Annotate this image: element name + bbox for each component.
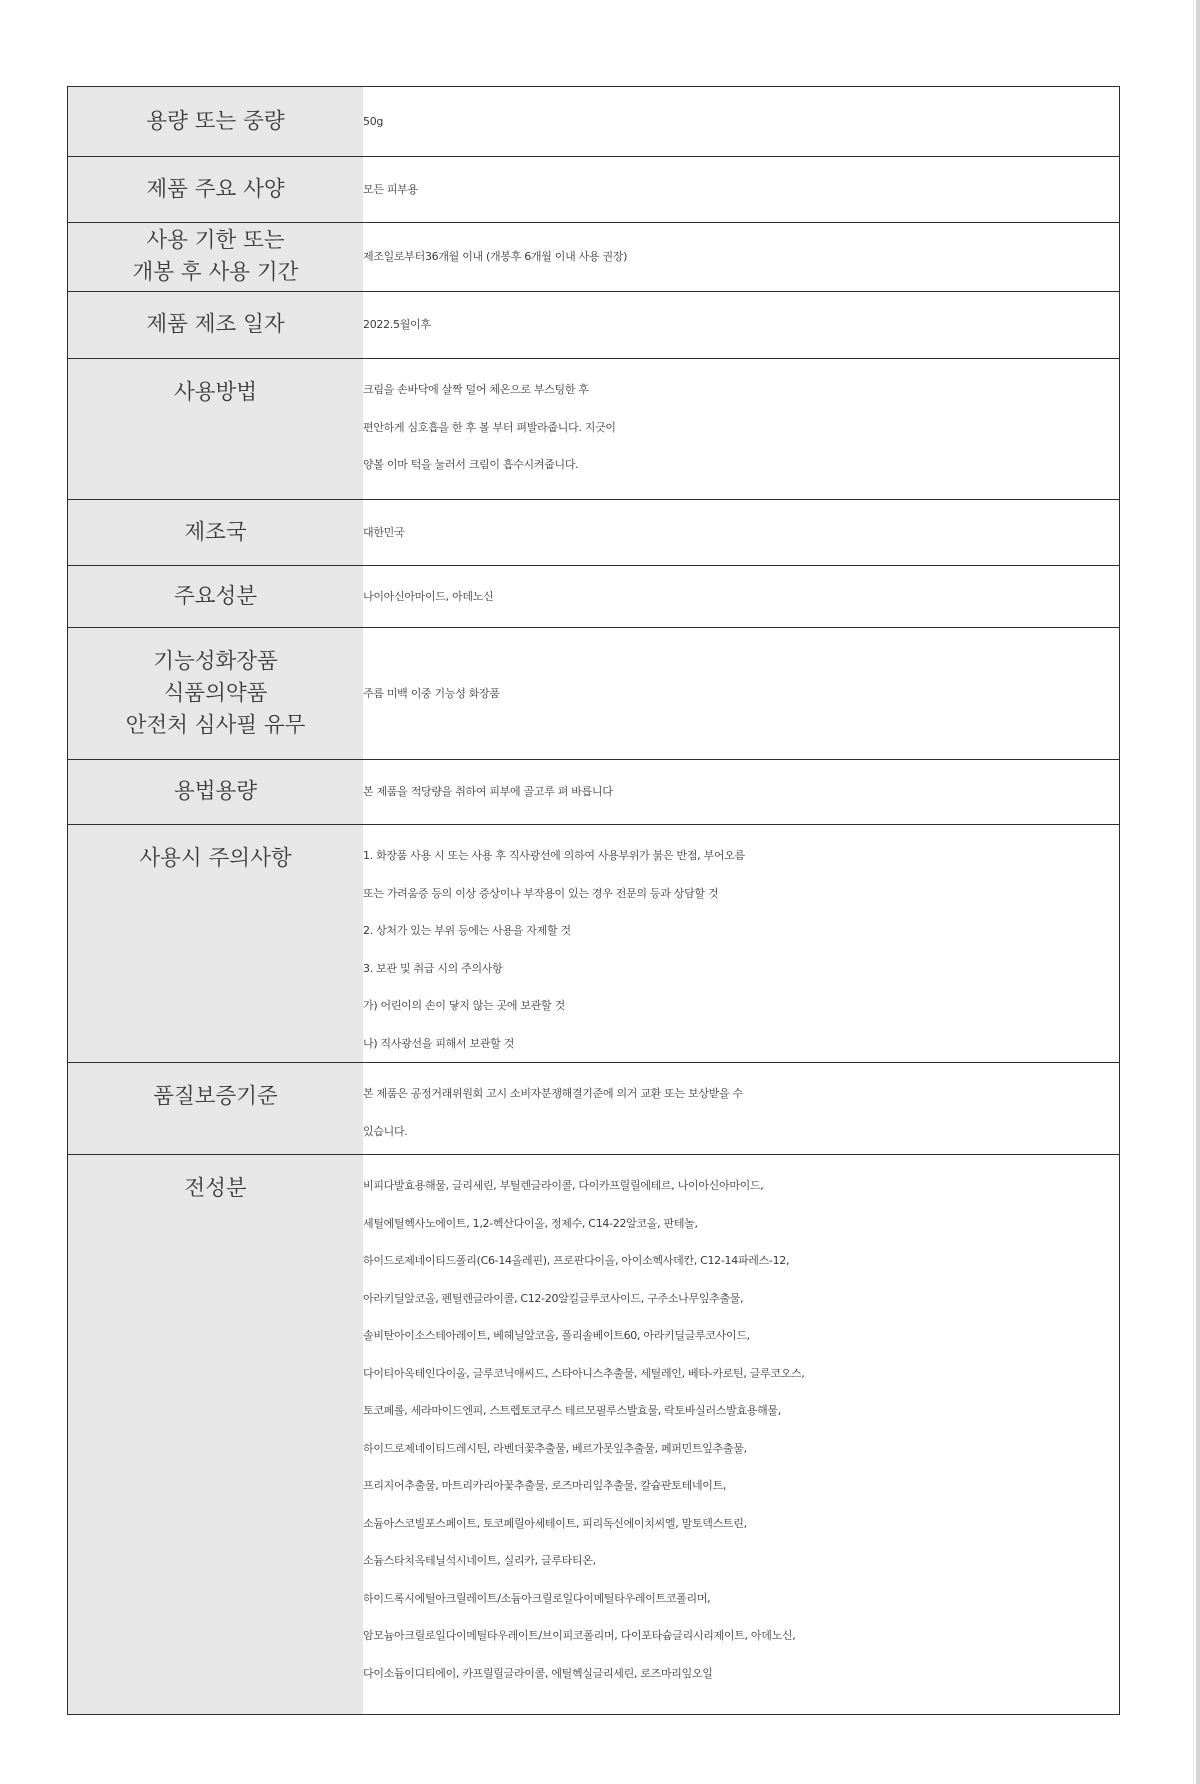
value-line: 편안하게 심호흡을 한 후 볼 부터 펴발라줍니다. 지긋이 (363, 420, 616, 434)
row-value (363, 566, 1120, 628)
label-line: 용량 또는 중량 (146, 108, 285, 134)
value-line: 본 제품을 적당량을 취하여 피부에 골고루 펴 바릅니다 (363, 785, 613, 799)
table-row (68, 223, 1120, 292)
table-row (68, 359, 1120, 500)
table-row (68, 1155, 1120, 1715)
value-line: 토코페롤, 세라마이드엔피, 스트렙토코쿠스 테르모필루스발효물, 락토바실러스발효용해물, (363, 1404, 781, 1417)
value-line: 양볼 이마 턱을 눌러서 크림이 흡수시켜줍니다. (363, 458, 579, 471)
value-line: 하이드로제네이티드폴리(C6-14올레핀), 프로판다이올, 아이소헥사데칸, C12-14파레스-12, (363, 1254, 790, 1267)
value-line: 크림을 손바닥에 살짝 덜어 체온으로 부스팅한 후 (363, 383, 589, 396)
label-line: 사용방법 (173, 380, 258, 405)
value-line: 본 제품은 공정거래위원회 고시 소비자분쟁해결기준에 의거 교환 또는 보상받을 수 (363, 1087, 743, 1100)
right-edge-line (1193, 0, 1194, 1784)
value-line: 대한민국 (363, 525, 405, 539)
value-line: 제조일로부터36개월 이내 (개봉후 6개월 이내 사용 권장) (363, 250, 628, 264)
product-info-table (67, 86, 1120, 1715)
row-label (68, 87, 364, 157)
label-line: 사용 기한 또는 (146, 228, 285, 253)
right-edge-shade (1196, 0, 1200, 1784)
row-value (363, 825, 1120, 1063)
row-label (68, 500, 364, 566)
row-label (68, 825, 364, 1063)
value-line: 2022.5월이후 (363, 318, 431, 332)
value-line: 다이소듐이디티에이, 카프릴릴글라이콜, 에틸헥실글리세린, 로즈마리잎오일 (363, 1666, 713, 1680)
table-row (68, 825, 1120, 1063)
value-line: 아라키딜알코올, 펜틸렌글라이콜, C12-20알킬글루코사이드, 구주소나무잎추출물, (363, 1291, 744, 1305)
value-line: 솔비탄아이소스테아레이트, 베헤닐알코올, 폴리솔베이트60, 아라키딜글루코사이드, (363, 1329, 750, 1342)
value-line: 프리지어추출물, 마트리카리아꽃추출물, 로즈마리잎추출물, 칼슘판토테네이트, (363, 1479, 727, 1492)
label-line: 제조국 (184, 519, 247, 545)
row-value (363, 359, 1120, 500)
value-line: 소듐스타치옥테닐석시네이트, 실리카, 글루타티온, (363, 1554, 596, 1567)
table-row (68, 500, 1120, 566)
row-value (363, 292, 1120, 359)
value-line: 또는 가려움증 등의 이상 증상이나 부작용이 있는 경우 전문의 등과 상담할 것 (363, 886, 719, 900)
table-row (68, 292, 1120, 359)
row-label (68, 628, 364, 760)
row-value (363, 157, 1120, 223)
table-row (68, 760, 1120, 825)
value-line: 1. 화장품 사용 시 또는 사용 후 직사광선에 의하여 사용부위가 붉은 반점, 부어오름 (363, 849, 745, 862)
value-line: 있습니다. (363, 1124, 408, 1138)
table-row (68, 566, 1120, 628)
label-line: 개봉 후 사용 기간 (132, 260, 299, 285)
label-line: 제품 제조 일자 (146, 312, 285, 337)
row-label (68, 157, 364, 223)
row-label (68, 359, 364, 500)
value-line: 가) 어린이의 손이 닿지 않는 곳에 보관할 것 (363, 999, 565, 1012)
value-line: 모든 피부용 (363, 182, 418, 196)
row-label (68, 760, 364, 825)
value-line: 비피다발효용해물, 글리세린, 부틸렌글라이콜, 다이카프릴릴에테르, 나이아신아마이드, (363, 1179, 764, 1192)
row-label (68, 292, 364, 359)
row-value (363, 500, 1120, 566)
label-line: 주요성분 (173, 583, 258, 609)
row-value (363, 87, 1120, 157)
label-line: 식품의약품 (163, 680, 268, 706)
row-value (363, 223, 1120, 292)
row-label (68, 1063, 364, 1155)
value-line: 3. 보관 및 취급 시의 주의사항 (363, 961, 503, 975)
value-line: 50g (363, 114, 384, 128)
row-label (68, 566, 364, 628)
label-line: 제품 주요 사양 (146, 176, 285, 202)
table-row (68, 1063, 1120, 1155)
value-line: 하이드로제네이티드레시틴, 라벤더꽃추출물, 베르가못잎추출물, 페퍼민트잎추출물, (363, 1441, 747, 1455)
label-line: 안전처 심사필 유무 (125, 712, 306, 738)
row-label (68, 223, 364, 292)
table-row (68, 628, 1120, 760)
value-line: 나이아신아마이드, 아데노신 (363, 589, 494, 603)
row-value (363, 760, 1120, 825)
value-line: 주름 미백 이중 기능성 화장품 (363, 686, 500, 700)
value-line: 세틸에틸헥사노에이트, 1,2-헥산다이올, 정제수, C14-22알코올, 판테놀, (363, 1216, 698, 1230)
value-line: 하이드록시에틸아크릴레이트/소듐아크릴로일다이메틸타우레이트코폴리머, (363, 1591, 711, 1605)
table-row (68, 87, 1120, 157)
label-line: 용법용량 (173, 779, 258, 804)
value-line: 나) 직사광선을 피해서 보관할 것 (363, 1036, 515, 1050)
row-label (68, 1155, 364, 1715)
value-line: 암모늄아크릴로일다이메틸타우레이트/브이피코폴리머, 다이포타슘글리시리제이트, 아데노신, (363, 1629, 796, 1642)
table-row (68, 157, 1120, 223)
value-line: 다이티아옥테인다이올, 글루코닉애씨드, 스타아니스추출물, 세틸레인, 베타-카로틴, 글루코오스, (363, 1366, 805, 1380)
row-value (363, 1155, 1120, 1715)
label-line: 사용시 주의사항 (139, 846, 292, 871)
label-line: 기능성화장품 (153, 648, 278, 674)
value-line: 2. 상처가 있는 부위 등에는 사용을 자제할 것 (363, 924, 571, 937)
value-line: 소듐아스코빌포스페이트, 토코페릴아세테이트, 피리독신에이치씨엘, 말토덱스트린, (363, 1516, 747, 1530)
row-value (363, 1063, 1120, 1155)
label-line: 품질보증기준 (153, 1084, 278, 1109)
row-value (363, 628, 1120, 760)
label-line: 전성분 (184, 1176, 247, 1201)
